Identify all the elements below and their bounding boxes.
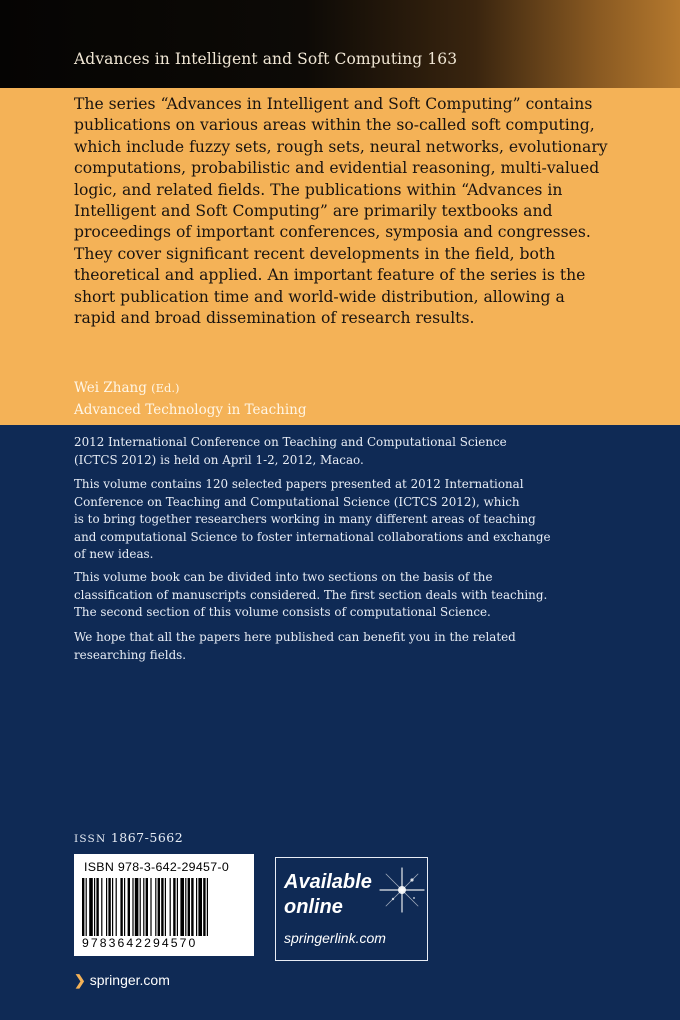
- blurb-paragraph-3: [74, 569, 554, 622]
- blurb-line: researching fields.: [74, 647, 187, 662]
- editor-tag: (Ed.): [151, 381, 180, 395]
- series-description-line: logic, and related fields. The publications within “Advances in: [74, 180, 563, 199]
- issn-number: 1867-5662: [110, 830, 184, 845]
- available-label: Available: [284, 871, 372, 893]
- barcode-bar: [203, 878, 205, 936]
- series-description-line: proceedings of important conferences, symposia and congresses.: [74, 223, 591, 242]
- barcode-bar: [196, 878, 197, 936]
- barcode-bar: [116, 878, 117, 936]
- barcode-bar: [155, 878, 156, 936]
- blurb-paragraph-1: [74, 434, 554, 469]
- barcode-bars: [82, 878, 246, 936]
- barcode-bar: [96, 878, 98, 936]
- barcode-bar: [82, 878, 84, 936]
- barcode: [74, 854, 254, 956]
- barcode-digits: 9783642294570: [82, 936, 198, 950]
- barcode-bar: [188, 878, 190, 936]
- barcode-bar: [165, 878, 166, 936]
- barcode-bar: [108, 878, 110, 936]
- barcode-bar: [185, 878, 186, 936]
- series-description-line: rapid and broad dissemination of research results.: [74, 309, 475, 328]
- series-description-line: publications on various areas within the so-called soft computing,: [74, 116, 595, 135]
- blurb-line: and computational Science to foster international collaborations and exchange: [74, 529, 551, 544]
- blurb-line: This volume contains 120 selected papers presented at 2012 International: [74, 477, 524, 491]
- barcode-bar: [191, 878, 193, 936]
- barcode-bar: [207, 878, 208, 936]
- isbn-label: ISBN 978-3-642-29457-0: [84, 860, 230, 874]
- barcode-bar: [173, 878, 175, 936]
- barcode-bar: [132, 878, 133, 936]
- online-label: online: [284, 896, 343, 918]
- barcode-bar: [150, 878, 151, 936]
- barcode-bar: [146, 878, 148, 936]
- header-band: [0, 0, 680, 88]
- series-title: Advances in Intelligent and Soft Computing 163: [74, 50, 458, 68]
- blurb-line: classification of manuscripts considered. The first section deals with teaching.: [74, 587, 548, 602]
- barcode-bar: [161, 878, 163, 936]
- blurb-line: We hope that all the papers here published can benefit you in the related: [74, 630, 516, 644]
- barcode-bar: [101, 878, 102, 936]
- barcode-bar: [177, 878, 178, 936]
- chevron-right-icon: ❯: [74, 972, 86, 988]
- barcode-bar: [89, 878, 93, 936]
- barcode-bar: [128, 878, 130, 936]
- blurb-paragraph-4: [74, 629, 554, 664]
- barcode-bar: [120, 878, 122, 936]
- series-description-line: They cover significant recent developments in the field, both: [74, 244, 556, 263]
- series-description-line: Intelligent and Soft Computing” are primarily textbooks and: [74, 202, 553, 221]
- available-online-badge[interactable]: [275, 857, 428, 961]
- barcode-bar: [170, 878, 171, 936]
- springerlink-url[interactable]: springerlink.com: [284, 930, 386, 946]
- barcode-bar: [124, 878, 125, 936]
- blurb-line: This volume book can be divided into two sections on the basis of the: [74, 570, 493, 584]
- series-description-line: short publication time and world-wide distribution, allowing a: [74, 287, 565, 306]
- publisher-url: springer.com: [89, 972, 170, 988]
- barcode-bar: [198, 878, 202, 936]
- editor-name: Wei Zhang: [74, 380, 147, 396]
- barcode-bar: [140, 878, 141, 936]
- issn-label: ISSN: [74, 833, 107, 845]
- blurb-line: The second section of this volume consists of computational Science.: [74, 605, 491, 620]
- series-description-line: which include fuzzy sets, rough sets, neural networks, evolutionary: [74, 137, 608, 156]
- blurb-paragraph-2: [74, 476, 554, 564]
- barcode-bar: [94, 878, 95, 936]
- blurb-line: 2012 International Conference on Teaching and Computational Science: [74, 435, 507, 449]
- series-description-line: computations, probabilistic and evidential reasoning, multi-valued: [74, 159, 600, 178]
- sparkle-icon: [376, 864, 428, 916]
- publisher-link[interactable]: [74, 972, 170, 989]
- blurb-line: Conference on Teaching and Computational Science (ICTCS 2012), which: [74, 494, 520, 509]
- barcode-bar: [112, 878, 113, 936]
- blurb-line: of new ideas.: [74, 547, 154, 562]
- series-description: [74, 94, 660, 329]
- book-title: Advanced Technology in Teaching: [74, 402, 307, 418]
- barcode-bar: [158, 878, 160, 936]
- issn: [74, 830, 183, 845]
- barcode-bar: [86, 878, 87, 936]
- barcode-bar: [106, 878, 107, 936]
- barcode-bar: [143, 878, 144, 936]
- blurb-line: (ICTCS 2012) is held on April 1-2, 2012, Macao.: [74, 452, 364, 467]
- series-description-line: The series “Advances in Intelligent and Soft Computing” contains: [74, 95, 593, 113]
- blurb-line: is to bring together researchers working in many different areas of teaching: [74, 512, 536, 527]
- series-description-line: theoretical and applied. An important feature of the series is the: [74, 266, 586, 285]
- barcode-bar: [135, 878, 139, 936]
- barcode-bar: [180, 878, 184, 936]
- book-editor: [74, 380, 180, 396]
